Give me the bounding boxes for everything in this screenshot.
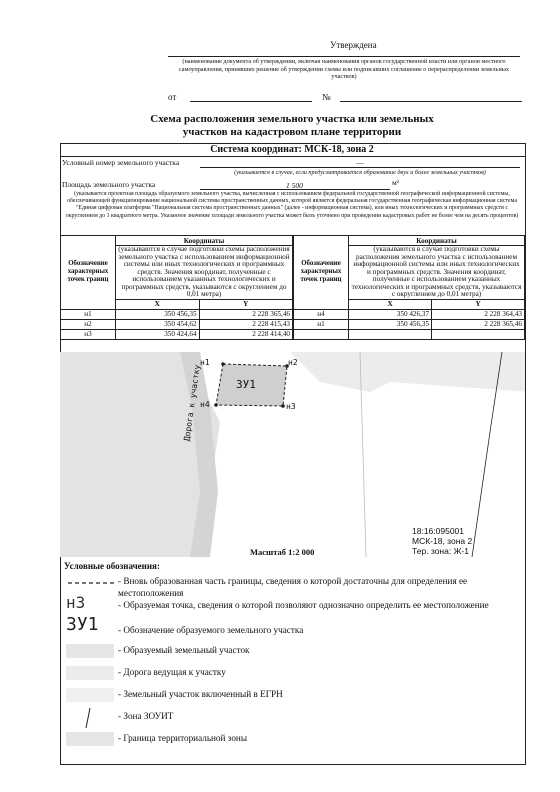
parcel-label: ЗУ1 bbox=[236, 378, 256, 391]
col-y: Y bbox=[432, 299, 525, 309]
col-coords: Координаты bbox=[349, 236, 525, 246]
y-value: 2 228 365,46 bbox=[432, 319, 525, 329]
point-marker bbox=[281, 404, 285, 408]
legend-text: - Дорога ведущая к участку bbox=[118, 667, 226, 677]
conditional-number-label: Условный номер земельного участка bbox=[62, 158, 180, 167]
area-unit: м² bbox=[392, 178, 399, 187]
point-id: н3 bbox=[61, 329, 116, 339]
legend-item bbox=[62, 710, 522, 730]
coords-table-left bbox=[60, 235, 293, 340]
approval-title: Утверждена bbox=[330, 40, 377, 50]
parcel-fill-icon bbox=[66, 644, 114, 658]
cadastral-block: 18:16:095001 bbox=[412, 526, 464, 536]
legend-text: - Граница территориальной зоны bbox=[118, 733, 247, 743]
legend-text: - Вновь образованная часть границы, сведения о которой достаточны для определения ее местоположения bbox=[118, 576, 468, 598]
point-label-n2: н2 bbox=[288, 358, 298, 367]
coords-table-right bbox=[293, 235, 525, 340]
legend-text: - Образуемая точка, сведения о которой позволяют однозначно определить ее местоположение bbox=[118, 600, 489, 610]
divider bbox=[60, 156, 525, 157]
x-value: 350 454,62 bbox=[116, 319, 200, 329]
table-row bbox=[294, 319, 525, 329]
approval-number-line bbox=[340, 101, 522, 102]
legend-item bbox=[62, 732, 522, 750]
x-value: 350 456,35 bbox=[116, 309, 200, 319]
terr-zone-fill-icon bbox=[66, 732, 114, 746]
table-row bbox=[294, 309, 525, 319]
y-value: 2 228 415,43 bbox=[199, 319, 292, 329]
point-marker bbox=[214, 403, 218, 407]
map-msk: МСК-18, зона 2 bbox=[412, 536, 473, 546]
approval-line bbox=[168, 56, 520, 57]
y-value: 2 228 365,46 bbox=[199, 309, 292, 319]
point-marker bbox=[221, 362, 225, 366]
conditional-number-value: — bbox=[356, 158, 364, 167]
table-row bbox=[294, 329, 525, 339]
point-label-n1: н1 bbox=[200, 358, 210, 367]
map-scale: Масштаб 1:2 000 bbox=[250, 547, 315, 557]
point-id: н2 bbox=[61, 319, 116, 329]
x-value: 350 456,35 bbox=[349, 319, 432, 329]
col-coords: Координаты bbox=[116, 236, 293, 246]
table-row bbox=[61, 309, 293, 319]
x-value: 350 424,64 bbox=[116, 329, 200, 339]
point-n3-icon: н3 bbox=[66, 593, 86, 612]
y-value: 2 228 414,40 bbox=[199, 329, 292, 339]
area-note: (указывается проектная площадь образуемого земельного участка, вычисленная с использованием федеральной государственной географической информационной системы, обеспечивающей функционирование национальной системы пространственных данных, которой является федеральная государственная географическая информационная система "Единая цифровая платформа "Национальная система пространственных данных" (далее - информационная система), или иных технологических и программных средств с округлением до 1 квадратного метра. Указанное значение площади земельного участка может быть уточнено при проведении кадастровых работ не более чем на десять процентов) bbox=[65, 191, 519, 219]
point-label-n3: н3 bbox=[286, 402, 296, 411]
legend-text: - Образуемый земельный участок bbox=[118, 645, 250, 655]
title-line-1: Схема расположения земельного участка или земельных bbox=[150, 113, 434, 125]
coords-note: (указываются в случае подготовки схемы расположения земельного участка с использованием информационной системы или иных технологических и программных средств. Значения координат, полученные с использованием указанных технологических и программных средств, указываются с округлением до 0,01 метра) bbox=[116, 246, 293, 300]
col-x: X bbox=[116, 299, 200, 309]
legend-item bbox=[62, 575, 522, 599]
coords-note: (указываются в случае подготовки схемы расположения земельного участка с использованием информационной системы или иных технологических и программных средств. Значения координат, полученные с использованием указанных технологических и программных средств, указываются с округлением до 0,01 метра) bbox=[349, 246, 525, 300]
approval-from-label: от bbox=[168, 92, 177, 102]
map-area bbox=[60, 352, 525, 557]
map-zone: Тер. зона: Ж-1 bbox=[412, 546, 469, 556]
col-x: X bbox=[349, 299, 432, 309]
legend-text: - Обозначение образуемого земельного участка bbox=[118, 625, 304, 635]
legend-title: Условные обозначения: bbox=[64, 561, 160, 571]
legend-item bbox=[62, 644, 522, 662]
legend-item bbox=[62, 614, 522, 642]
road-label: Дорога к участку bbox=[182, 364, 202, 442]
road-fill-icon bbox=[66, 666, 114, 680]
area-label: Площадь земельного участка bbox=[62, 180, 156, 189]
y-value: 2 228 364,43 bbox=[432, 309, 525, 319]
point-label-n4: н4 bbox=[200, 400, 210, 409]
area-value: 1 500 bbox=[286, 181, 303, 190]
egrn-parcel-icon bbox=[66, 688, 114, 702]
approval-note: (наименование документа об утверждении, включая наименования органов государственной власти или органов местного самоуправления, принявших решение об утверждении схемы или подписавших соглашение о перераспределении земельных участков) bbox=[178, 58, 510, 80]
legend-text: - Земельный участок включенный в ЕГРН bbox=[118, 689, 283, 699]
conditional-number-line bbox=[200, 167, 520, 168]
x-value: 350 426,37 bbox=[349, 309, 432, 319]
conditional-number-note: (указывается в случае, если предусматривается образование двух и более земельных участков) bbox=[234, 169, 486, 176]
document-title bbox=[60, 113, 524, 139]
approval-number-label: № bbox=[322, 92, 331, 102]
map-info bbox=[412, 526, 472, 556]
zu1-label-icon: ЗУ1 bbox=[66, 614, 99, 635]
table-row bbox=[61, 329, 293, 339]
coord-system: Система координат: МСК-18, зона 2 bbox=[210, 144, 374, 155]
legend-item bbox=[62, 593, 522, 623]
point-id: н4 bbox=[294, 309, 349, 319]
point-id: н1 bbox=[61, 309, 116, 319]
title-line-2: участков на кадастровом плане территории bbox=[182, 126, 402, 138]
col-designation: Обозначение характерных точек границ bbox=[61, 236, 116, 310]
col-designation: Обозначение характерных точек границ bbox=[294, 236, 349, 310]
dashed-line-icon bbox=[66, 579, 116, 587]
table-row bbox=[61, 319, 293, 329]
legend-item bbox=[62, 688, 522, 706]
approval-date-line bbox=[190, 101, 312, 102]
legend-text: - Зона ЗОУИТ bbox=[118, 711, 174, 721]
terr-zone-fill-2 bbox=[290, 352, 525, 392]
legend-item bbox=[62, 666, 522, 684]
col-y: Y bbox=[199, 299, 292, 309]
zouit-line-icon bbox=[82, 708, 94, 728]
point-id: н1 bbox=[294, 319, 349, 329]
